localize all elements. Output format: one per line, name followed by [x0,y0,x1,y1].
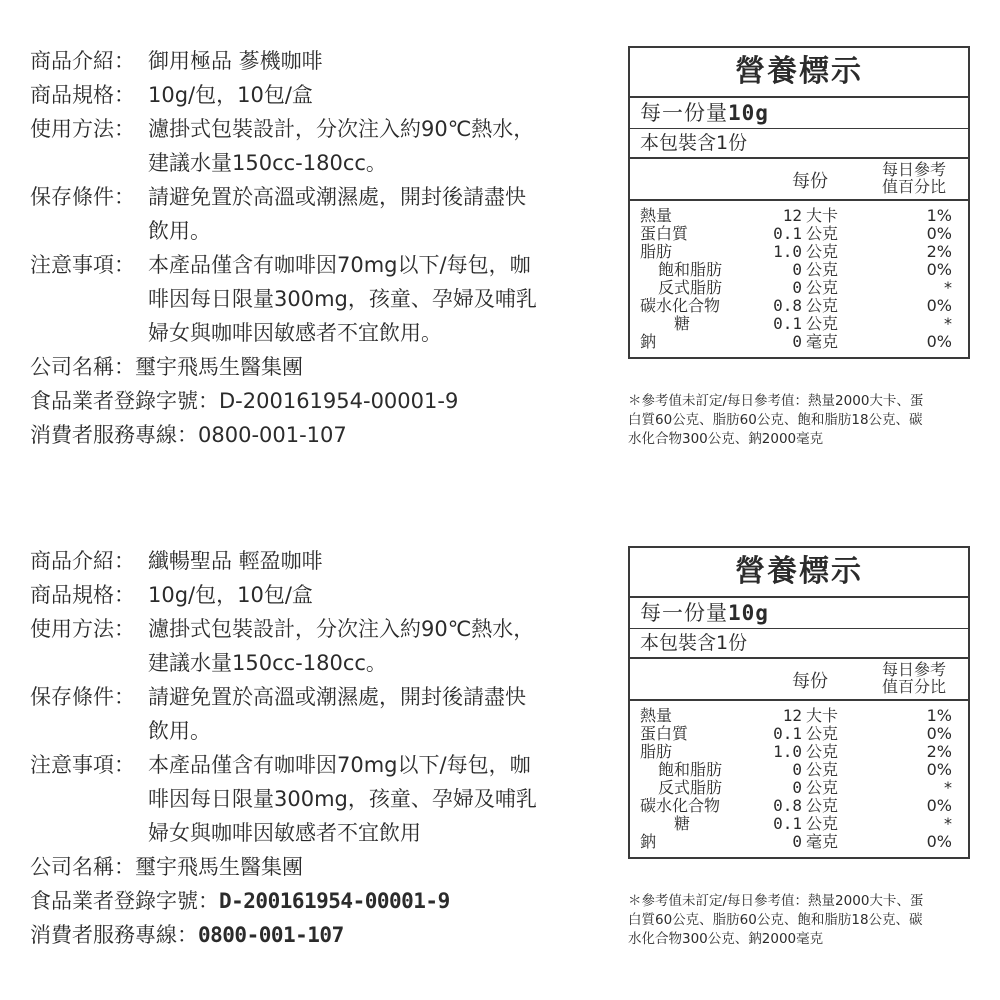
daily-value-header-line-1: 每日參考 [881,660,946,679]
nutrient-unit: 公克 [806,296,839,315]
storage-text-1: 請避免置於高溫或潮濕處，開封後請盡快 [148,685,526,709]
serving-prefix: 每一份量 [640,601,728,625]
usage-text-2: 建議水量150cc-180cc。 [148,651,387,675]
nutrient-name: 鈉 [640,832,657,851]
nutrient-name: 熱量 [640,706,673,725]
spec-value: 10g/包，10包/盒 [148,583,313,607]
nutrient-name: 蛋白質 [640,724,689,743]
nutrient-row-carbohydrate [630,797,968,815]
nutrient-unit: 大卡 [806,706,839,725]
nutrient-name: 糖 [674,814,691,833]
nutrient-row-sugar [630,315,968,333]
notice-line-2 [30,282,600,316]
intro-line [30,544,600,578]
nutrient-daily-value: 1% [926,206,952,225]
nutrient-name: 反式脂肪 [658,278,723,297]
company-line [30,850,600,884]
intro-line [30,44,600,78]
notice-line [30,248,600,282]
nutrient-name: 脂肪 [640,742,673,761]
nutrient-amount: 0 [792,832,802,851]
nutrient-unit: 公克 [806,278,839,297]
nutrient-amount: 0.1 [773,224,802,243]
registration-line [30,384,600,418]
package-servings: 本包裝含1份 [630,129,968,159]
nutrient-row-protein [630,225,968,243]
nutrient-name: 熱量 [640,206,673,225]
nutrient-unit: 公克 [806,760,839,779]
serving-size-line [630,98,968,129]
usage-line-2 [30,146,600,180]
notice-text-3: 婦女與咖啡因敏感者不宜飲用 [148,821,421,845]
storage-text-1: 請避免置於高溫或潮濕處，開封後請盡快 [148,185,526,209]
registration-text [30,884,450,918]
usage-label: 使用方法： [30,617,135,641]
nutrient-amount: 0.1 [773,724,802,743]
notice-text-2: 啡因每日限量300mg，孩童、孕婦及哺乳 [148,287,537,311]
usage-line-2 [30,646,600,680]
storage-line [30,680,600,714]
footnote-line-3: 水化合物300公克、鈉2000毫克 [628,931,824,947]
nutrient-daily-value: 0% [926,224,952,243]
usage-label: 使用方法： [30,117,135,141]
nutrient-daily-value: 0% [926,260,952,279]
nutrient-daily-value: * [944,814,952,833]
usage-text-2: 建議水量150cc-180cc。 [148,151,387,175]
notice-text-2: 啡因每日限量300mg，孩童、孕婦及哺乳 [148,787,537,811]
nutrient-unit: 公克 [806,778,839,797]
product-1-info [30,44,600,452]
intro-label: 商品介紹： [30,549,135,573]
nutrient-amount: 0 [792,260,802,279]
per-serving-header: 每份 [792,671,828,692]
nutrient-row-sugar [630,815,968,833]
hotline-number: 0800-001-107 [198,923,344,947]
nutrient-unit: 公克 [806,796,839,815]
nutrient-unit: 公克 [806,260,839,279]
footnote-line-3: 水化合物300公克、鈉2000毫克 [628,431,824,447]
registration-label: 食品業者登錄字號： [30,889,219,913]
nutrient-daily-value: 0% [926,296,952,315]
nutrition-footnote-1 [628,392,978,449]
hotline-line [30,918,600,952]
nutrient-daily-value: 0% [926,832,952,851]
nutrient-row-carbohydrate [630,297,968,315]
notice-line-3 [30,816,600,850]
nutrient-amount: 1.0 [773,242,802,261]
daily-value-header [872,661,956,695]
hotline-text: 消費者服務專線：0800-001-107 [30,423,347,447]
registration-line [30,884,600,918]
nutrient-daily-value: 1% [926,706,952,725]
daily-value-header-line-1: 每日參考 [881,160,946,179]
storage-label: 保存條件： [30,685,135,709]
registration-text: 食品業者登錄字號：D-200161954-00001-9 [30,389,459,413]
daily-value-header-line-2: 值百分比 [881,677,946,696]
nutrient-name: 碳水化合物 [640,796,721,815]
footnote-line-2: 白質60公克、脂肪60公克、飽和脂肪18公克、碳 [628,912,923,928]
registration-number: D-200161954-00001-9 [219,889,450,913]
storage-text-2: 飲用。 [148,719,211,743]
storage-line-2 [30,214,600,248]
usage-line [30,612,600,646]
nutrient-row-sodium [630,333,968,351]
nutrient-daily-value: 0% [926,796,952,815]
nutrient-amount: 12 [782,706,802,725]
serving-size: 10g [728,601,769,625]
nutrient-unit: 公克 [806,224,839,243]
nutrient-row-sodium [630,833,968,851]
footnote-line-1: ＊參考值未訂定/每日參考值：熱量2000大卡、蛋 [628,893,924,909]
footnote-line-1: ＊參考值未訂定/每日參考值：熱量2000大卡、蛋 [628,393,924,409]
usage-text-1: 濾掛式包裝設計，分次注入約90℃熱水， [148,117,535,141]
nutrient-amount: 0.8 [773,296,802,315]
nutrient-unit: 大卡 [806,206,839,225]
nutrient-unit: 公克 [806,814,839,833]
notice-line-3 [30,316,600,350]
nutrient-daily-value: 0% [926,760,952,779]
nutrient-amount: 0 [792,278,802,297]
hotline-line [30,418,600,452]
per-serving-header: 每份 [792,171,828,192]
nutrient-daily-value: * [944,314,952,333]
intro-value: 纖暢聖品 輕盈咖啡 [148,549,323,573]
nutrient-amount: 12 [782,206,802,225]
hotline-text [30,918,344,952]
package-servings: 本包裝含1份 [630,629,968,659]
nutrient-row-trans-fat [630,279,968,297]
nutrition-title: 營養標示 [630,48,968,98]
nutrient-row-protein [630,725,968,743]
footnote-line-2: 白質60公克、脂肪60公克、飽和脂肪18公克、碳 [628,412,923,428]
nutrient-amount: 0 [792,332,802,351]
company-text: 公司名稱：璽宇飛馬生醫集團 [30,355,303,379]
nutrient-amount: 0.1 [773,814,802,833]
nutrient-daily-value: * [944,778,952,797]
nutrient-name: 蛋白質 [640,224,689,243]
nutrient-name: 飽和脂肪 [658,260,723,279]
storage-line [30,180,600,214]
nutrition-column-header [630,659,968,701]
nutrition-footnote-2 [628,892,978,949]
nutrient-unit: 毫克 [806,332,839,351]
nutrient-row-fat [630,243,968,261]
nutrient-row-saturated-fat [630,761,968,779]
nutrient-amount: 0 [792,760,802,779]
usage-text-1: 濾掛式包裝設計，分次注入約90℃熱水， [148,617,535,641]
nutrient-unit: 公克 [806,724,839,743]
storage-text-2: 飲用。 [148,219,211,243]
serving-size: 10g [728,101,769,125]
notice-label: 注意事項： [30,253,135,277]
product-2-info [30,544,600,952]
spec-label: 商品規格： [30,83,135,107]
company-text: 公司名稱：璽宇飛馬生醫集團 [30,855,303,879]
nutrient-daily-value: 0% [926,332,952,351]
nutrient-amount: 0.1 [773,314,802,333]
nutrient-name: 脂肪 [640,242,673,261]
nutrient-unit: 公克 [806,742,839,761]
hotline-label: 消費者服務專線： [30,923,198,947]
company-line [30,350,600,384]
nutrient-row-fat [630,743,968,761]
nutrient-row-trans-fat [630,779,968,797]
spec-value: 10g/包，10包/盒 [148,83,313,107]
storage-line-2 [30,714,600,748]
nutrient-name: 碳水化合物 [640,296,721,315]
storage-label: 保存條件： [30,185,135,209]
nutrition-rows [630,701,968,857]
notice-text-1: 本產品僅含有咖啡因70mg以下/每包，咖 [148,753,531,777]
notice-line-2 [30,782,600,816]
spec-line [30,578,600,612]
nutrient-unit: 公克 [806,242,839,261]
nutrient-unit: 公克 [806,314,839,333]
nutrient-daily-value: 2% [926,242,952,261]
nutrient-name: 鈉 [640,332,657,351]
spec-line [30,78,600,112]
serving-prefix: 每一份量 [640,101,728,125]
nutrient-unit: 毫克 [806,832,839,851]
daily-value-header [872,161,956,195]
nutrient-amount: 0.8 [773,796,802,815]
serving-size-line [630,598,968,629]
intro-value: 御用極品 蔘機咖啡 [148,49,323,73]
nutrient-amount: 0 [792,778,802,797]
nutrient-daily-value: 2% [926,742,952,761]
nutrient-daily-value: * [944,278,952,297]
notice-line [30,748,600,782]
nutrient-row-calories [630,707,968,725]
notice-text-3: 婦女與咖啡因敏感者不宜飲用。 [148,321,442,345]
nutrient-amount: 1.0 [773,742,802,761]
nutrient-name: 糖 [674,314,691,333]
nutrient-row-saturated-fat [630,261,968,279]
nutrition-rows [630,201,968,357]
nutrition-column-header [630,159,968,201]
spec-label: 商品規格： [30,583,135,607]
usage-line [30,112,600,146]
nutrient-name: 反式脂肪 [658,778,723,797]
nutrient-name: 飽和脂肪 [658,760,723,779]
nutrition-facts-panel-1 [628,46,970,359]
notice-label: 注意事項： [30,753,135,777]
nutrient-row-calories [630,207,968,225]
nutrient-daily-value: 0% [926,724,952,743]
daily-value-header-line-2: 值百分比 [881,177,946,196]
intro-label: 商品介紹： [30,49,135,73]
nutrition-title: 營養標示 [630,548,968,598]
nutrition-facts-panel-2 [628,546,970,859]
notice-text-1: 本產品僅含有咖啡因70mg以下/每包，咖 [148,253,531,277]
